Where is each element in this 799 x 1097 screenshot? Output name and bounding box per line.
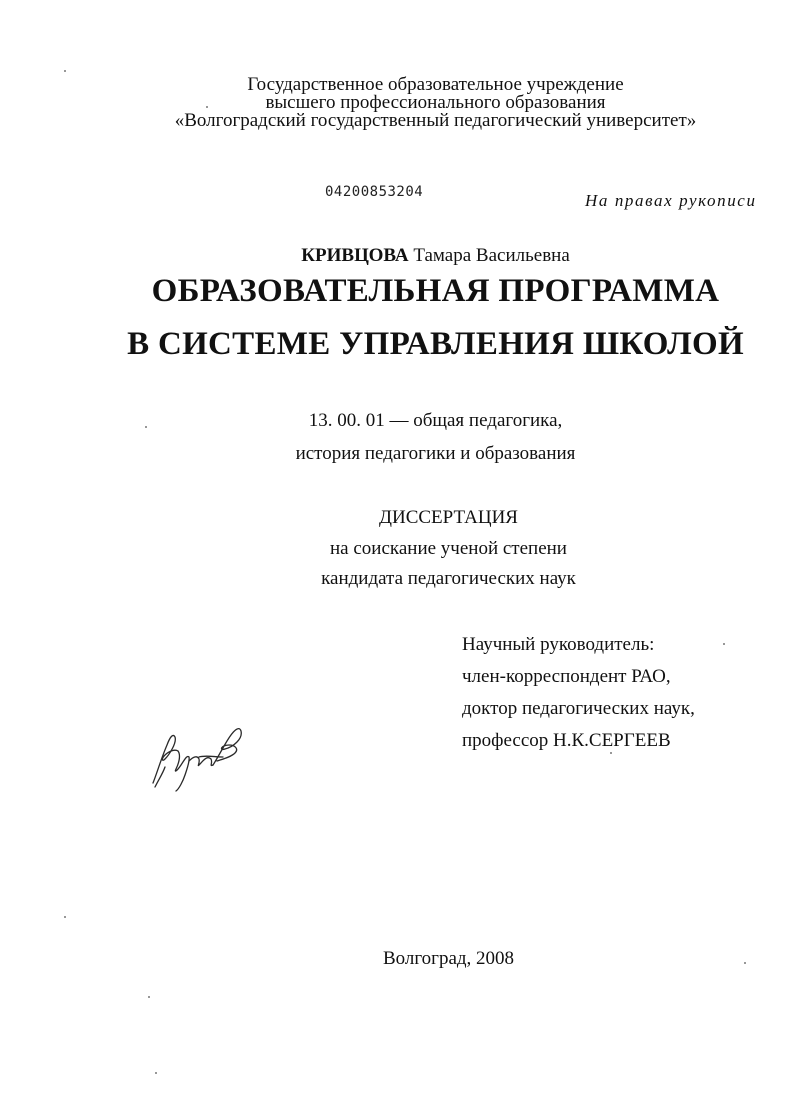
supervisor-line-3: профессор Н.К.СЕРГЕЕВ	[462, 730, 671, 751]
specialty-line-2: история педагогики и образования	[295, 443, 576, 464]
scan-speck	[723, 643, 725, 645]
scan-speck	[155, 1072, 157, 1074]
title-line-2: В СИСТЕМЕ УПРАВЛЕНИЯ ШКОЛОЙ	[127, 326, 744, 362]
author-given-names: Тамара Васильевна	[413, 245, 570, 266]
author-surname: КРИВЦОВА	[301, 245, 409, 266]
specialty-line-1: 13. 00. 01 — общая педагогика,	[308, 410, 563, 431]
dissertation-heading: ДИССЕРТАЦИЯ	[379, 507, 518, 528]
institution-line-1: Государственное образовательное учреждение	[247, 74, 624, 95]
scan-speck	[744, 962, 746, 964]
scan-speck	[206, 106, 208, 108]
institution-line-3: «Волгоградский государственный педагогический университет»	[174, 110, 697, 131]
city-year: Волгоград, 2008	[382, 948, 515, 969]
scan-speck	[610, 752, 612, 754]
author-name	[0, 245, 799, 267]
scan-speck	[64, 916, 66, 918]
author-signature	[143, 715, 248, 793]
scan-speck	[64, 70, 66, 72]
rights-note: На правах рукописи	[585, 191, 757, 210]
supervisor-label: Научный руководитель:	[462, 634, 655, 655]
dissertation-line-2: кандидата педагогических наук	[321, 568, 576, 589]
scan-speck	[145, 426, 147, 428]
barcode-number: 04200853204	[325, 184, 424, 200]
institution-line-2: высшего профессионального образования	[265, 92, 606, 113]
supervisor-line-2: доктор педагогических наук,	[462, 698, 695, 719]
supervisor-line-1: член-корреспондент РАО,	[462, 666, 671, 687]
title-line-1: ОБРАЗОВАТЕЛЬНАЯ ПРОГРАММА	[151, 273, 720, 309]
scan-speck	[148, 996, 150, 998]
dissertation-line-1: на соискание ученой степени	[330, 538, 567, 559]
